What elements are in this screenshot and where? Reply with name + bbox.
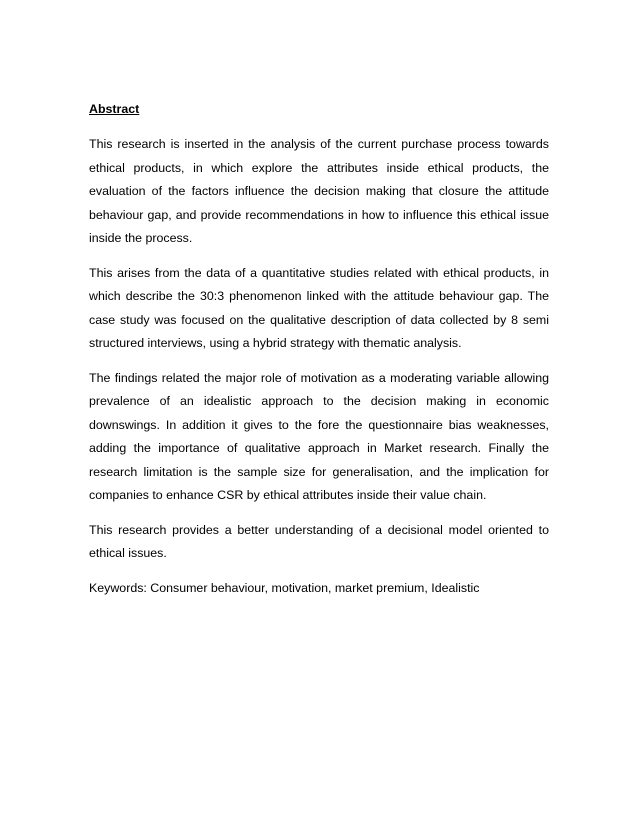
abstract-paragraph-3: The findings related the major role of motivation as a moderating variable allowing prevalence of an idealistic approach to the decision making in economic downswings. In addition it gives to the fore the questionnaire bias weaknesses, adding the importance of qualitative approach in Market research. Finally the research limitation is the sample size for generalisation, and the implication for companies to enhance CSR by ethical attributes inside their value chain. — [89, 370, 549, 502]
abstract-section — [89, 98, 549, 600]
abstract-paragraph-1: This research is inserted in the analysis of the current purchase process towards ethical products, in which explore the attributes inside ethical products, the evaluation of the factors influence the decision making that closure the attitude behaviour gap, and provide recommendations in how to influence this ethical issue inside the process. — [89, 137, 549, 245]
abstract-paragraph-2: This arises from the data of a quantitative studies related with ethical products, in which describe the 30:3 phenomenon linked with the attitude behaviour gap. The case study was focused on the qualitative description of data collected by 8 semi structured interviews, using a hybrid strategy with thematic analysis. — [89, 265, 549, 350]
abstract-paragraph-4: This research provides a better understanding of a decisional model oriented to ethical issues. — [89, 522, 549, 560]
abstract-heading: Abstract — [89, 102, 140, 116]
keywords-line: Keywords: Consumer behaviour, motivation, market premium, Idealistic — [89, 580, 480, 595]
